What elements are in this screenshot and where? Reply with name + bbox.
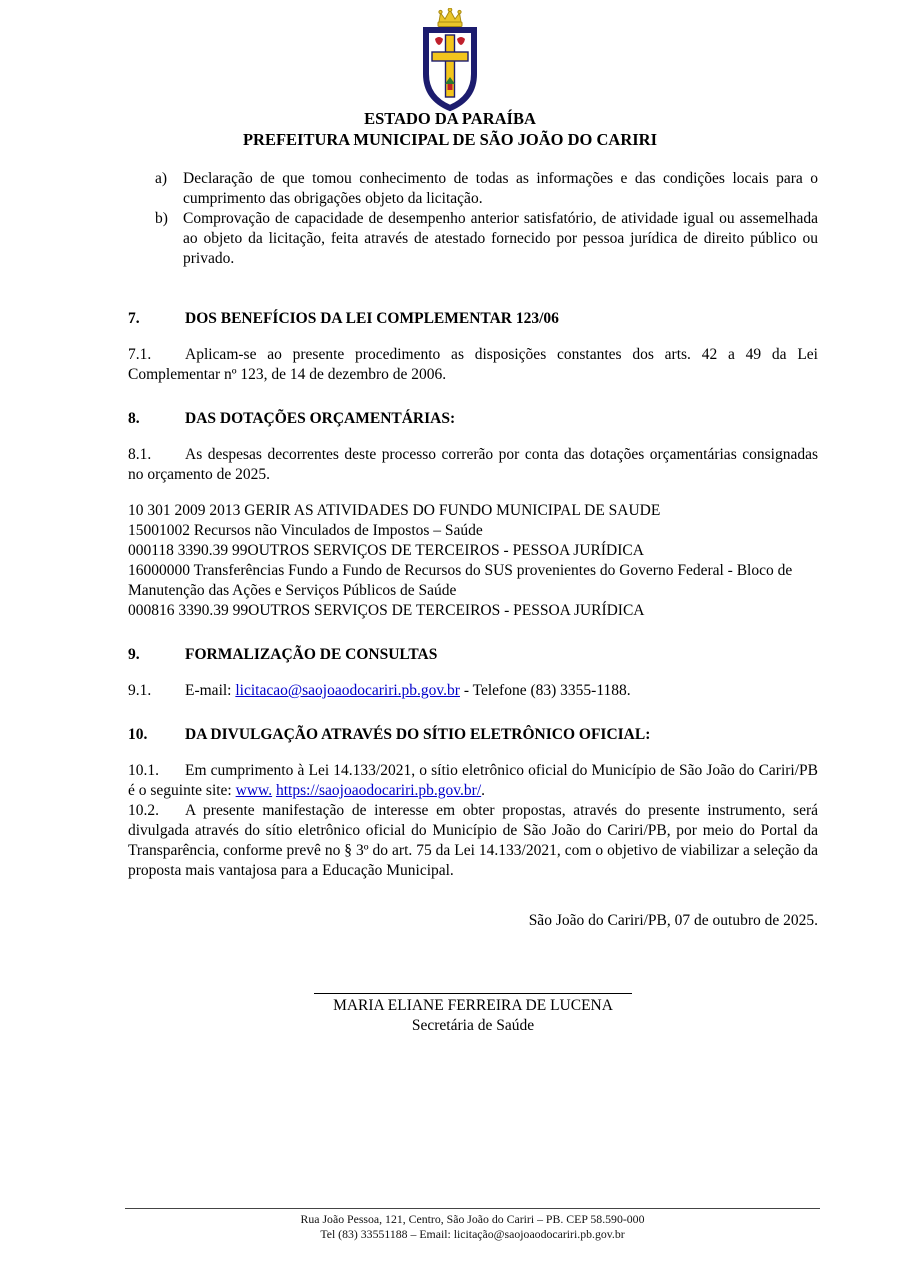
section-number: 8. xyxy=(128,410,140,427)
budget-lines xyxy=(128,501,818,621)
section-title: DAS DOTAÇÕES ORÇAMENTÁRIAS: xyxy=(185,410,456,427)
letter-list xyxy=(155,169,818,269)
budget-line: 000118 3390.39 99OUTROS SERVIÇOS DE TERCEIROS - PESSOA JURÍDICA xyxy=(128,542,644,559)
list-item-text: Declaração de que tomou conhecimento de todas as informações e das condições locais para o cumprimento das obrigações objeto da licitação. xyxy=(183,170,818,207)
list-item xyxy=(155,169,818,209)
website-link-www[interactable]: www. xyxy=(235,782,273,799)
section-title: FORMALIZAÇÃO DE CONSULTAS xyxy=(185,646,438,663)
header-crest-area xyxy=(0,0,900,106)
footer-address: Rua João Pessoa, 121, Centro, São João do Cariri – PB. CEP 58.590-000 xyxy=(300,1212,645,1226)
document-body xyxy=(0,169,900,1036)
email-link[interactable]: licitacao@saojoaodocariri.pb.gov.br xyxy=(235,682,460,699)
section-7-heading xyxy=(128,309,818,329)
paragraph-text: A presente manifestação de interesse em obter propostas, através do presente instrumento, será divulgada através do sítio eletrônico oficial do Município de São João do Cariri/PB, por meio do Portal da Transparência, conforme prevê no § 3º do art. 75 da Lei 14.133/2021, com o objetivo de viabilizar a seleção da proposta mais vantajosa para a Educação Municipal. xyxy=(128,802,818,879)
paragraph-number: 8.1. xyxy=(128,446,152,463)
page-footer xyxy=(125,1208,820,1242)
paragraph-8-1 xyxy=(128,445,818,485)
list-item-marker: a) xyxy=(155,170,168,187)
section-number: 10. xyxy=(128,726,148,743)
paragraph-number: 9.1. xyxy=(128,682,152,699)
paragraph-number: 7.1. xyxy=(128,346,152,363)
paragraph-9-1 xyxy=(128,681,818,701)
paragraph-10-1 xyxy=(128,761,818,801)
budget-line: 16000000 Transferências Fundo a Fundo de Recursos do SUS provenientes do Governo Federal - Bloco de Manutenção das Ações e Serviços Públicos de Saúde xyxy=(128,562,793,599)
section-9-heading xyxy=(128,645,818,665)
list-item xyxy=(155,209,818,269)
paragraph-text: - Telefone (83) 3355-1188. xyxy=(459,682,631,699)
budget-line: 10 301 2009 2013 GERIR AS ATIVIDADES DO FUNDO MUNICIPAL DE SAUDE xyxy=(128,502,661,519)
list-item-text: Comprovação de capacidade de desempenho anterior satisfatório, de atividade igual ou assemelhada ao objeto da licitação, feita através de atestado fornecido por pessoa jurídica de direito público ou privado. xyxy=(183,210,818,267)
budget-line: 000816 3390.39 99OUTROS SERVIÇOS DE TERCEIROS - PESSOA JURÍDICA xyxy=(128,602,645,619)
paragraph-10-2 xyxy=(128,801,818,881)
paragraph-number: 10.2. xyxy=(128,802,159,819)
section-8-heading xyxy=(128,409,818,429)
paragraph-text: Em cumprimento à Lei 14.133/2021, o sítio eletrônico oficial do Município de São João do Cariri/PB é o seguinte site: xyxy=(128,762,818,799)
section-title: DA DIVULGAÇÃO ATRAVÉS DO SÍTIO ELETRÔNICO OFICIAL: xyxy=(185,726,651,743)
list-item-marker: b) xyxy=(155,210,168,227)
signatory-name: MARIA ELIANE FERREIRA DE LUCENA xyxy=(333,997,613,1014)
header-state-line: ESTADO DA PARAÍBA xyxy=(364,109,536,128)
signature-block xyxy=(128,993,818,1036)
header-municipality-line: PREFEITURA MUNICIPAL DE SÃO JOÃO DO CARIRI xyxy=(242,130,658,149)
section-title: DOS BENEFÍCIOS DA LEI COMPLEMENTAR 123/06 xyxy=(185,310,559,327)
document-header xyxy=(0,108,900,150)
date-line: São João do Cariri/PB, 07 de outubro de 2025. xyxy=(528,912,818,929)
paragraph-text: Aplicam-se ao presente procedimento as disposições constantes dos arts. 42 a 49 da Lei Complementar nº 123, de 14 de dezembro de 2006. xyxy=(128,346,818,383)
section-number: 7. xyxy=(128,310,140,327)
budget-line: 15001002 Recursos não Vinculados de Impostos – Saúde xyxy=(128,522,483,539)
paragraph-text: E-mail: xyxy=(185,682,236,699)
website-link-url[interactable]: https://saojoaodocariri.pb.gov.br/ xyxy=(275,782,482,799)
paragraph-7-1 xyxy=(128,345,818,385)
paragraph-text: . xyxy=(481,782,486,799)
footer-contact: Tel (83) 33551188 – Email: licitação@saojoaodocariri.pb.gov.br xyxy=(320,1227,625,1241)
signature-rule xyxy=(314,993,632,994)
paragraph-text: As despesas decorrentes deste processo correrão por conta das dotações orçamentárias consignadas no orçamento de 2025. xyxy=(128,446,818,483)
section-number: 9. xyxy=(128,646,140,663)
paragraph-number: 10.1. xyxy=(128,762,159,779)
signatory-title: Secretária de Saúde xyxy=(411,1017,535,1034)
section-10-heading xyxy=(128,725,818,745)
